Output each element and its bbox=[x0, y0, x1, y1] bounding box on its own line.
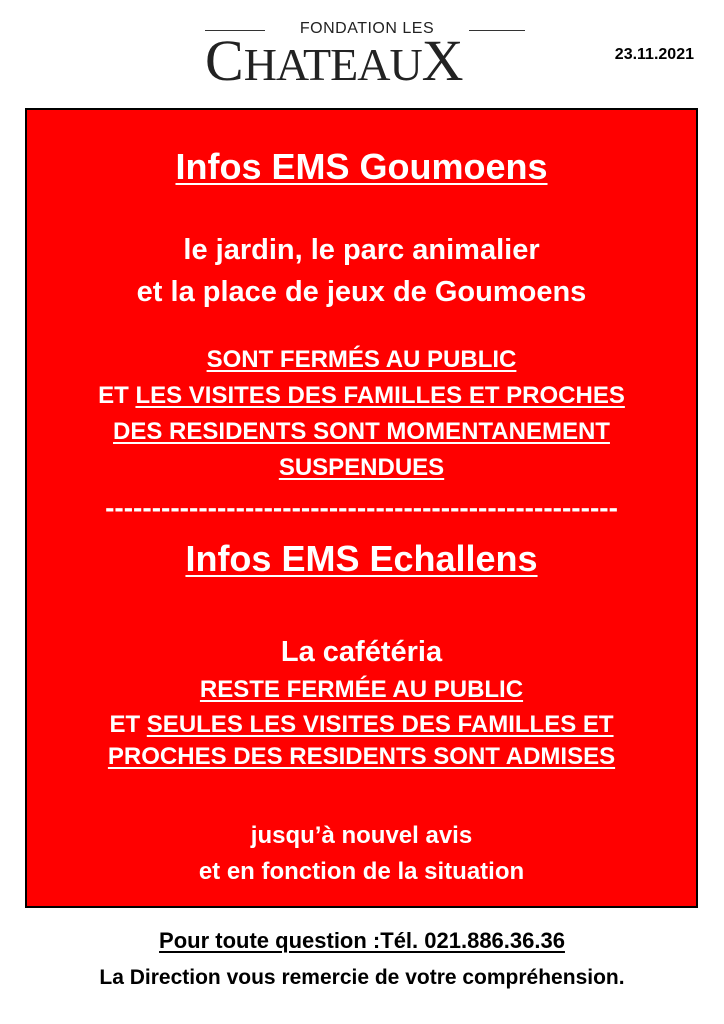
logo-letter-x: X bbox=[421, 28, 464, 93]
goumoens-notice-1: SONT FERMÉS AU PUBLIC bbox=[206, 346, 517, 373]
contact-phone: Pour toute question :Tél. 021.886.36.36 bbox=[159, 928, 565, 953]
echallens-notice-2-text: SEULES LES VISITES DES FAMILLES ET bbox=[146, 711, 614, 738]
echallens-line-1: La cafétéria bbox=[280, 636, 443, 668]
goumoens-line-2: et la place de jeux de Goumoens bbox=[136, 276, 587, 308]
logo-top-text: FONDATION LES bbox=[299, 20, 435, 37]
logo-letters-middle: HATEAU bbox=[243, 39, 422, 90]
echallens-closing-1: jusqu’à nouvel avis bbox=[250, 822, 473, 849]
echallens-notice-2 bbox=[27, 711, 696, 739]
goumoens-notice-2 bbox=[27, 382, 696, 410]
echallens-closing-2: et en fonction de la situation bbox=[198, 858, 525, 885]
goumoens-line-1: le jardin, le parc animalier bbox=[183, 234, 540, 266]
goumoens-notice-3: DES RESIDENTS SONT MOMENTANEMENT bbox=[113, 418, 610, 445]
goumoens-notice-2-prefix: ET bbox=[98, 382, 136, 409]
direction-thanks: La Direction vous remercie de votre compréhension. bbox=[99, 966, 625, 989]
goumoens-title: Infos EMS Goumoens bbox=[175, 146, 548, 187]
echallens-notice-1: RESTE FERMÉE AU PUBLIC bbox=[199, 676, 524, 703]
notice-panel bbox=[25, 108, 698, 908]
logo-letter-c: C bbox=[205, 28, 244, 93]
echallens-title: Infos EMS Echallens bbox=[185, 538, 538, 579]
echallens-notice-3: PROCHES DES RESIDENTS SONT ADMISES bbox=[107, 743, 616, 770]
foundation-logo bbox=[205, 20, 525, 93]
logo-rule-right bbox=[469, 30, 525, 31]
section-separator: ------------------------------------------------------- bbox=[105, 492, 618, 523]
echallens-notice-2-prefix: ET bbox=[109, 711, 147, 738]
document-date: 23.11.2021 bbox=[614, 46, 694, 63]
goumoens-notice-4: SUSPENDUES bbox=[278, 454, 445, 481]
goumoens-notice-2-text: LES VISITES DES FAMILLES ET PROCHES bbox=[135, 382, 625, 409]
